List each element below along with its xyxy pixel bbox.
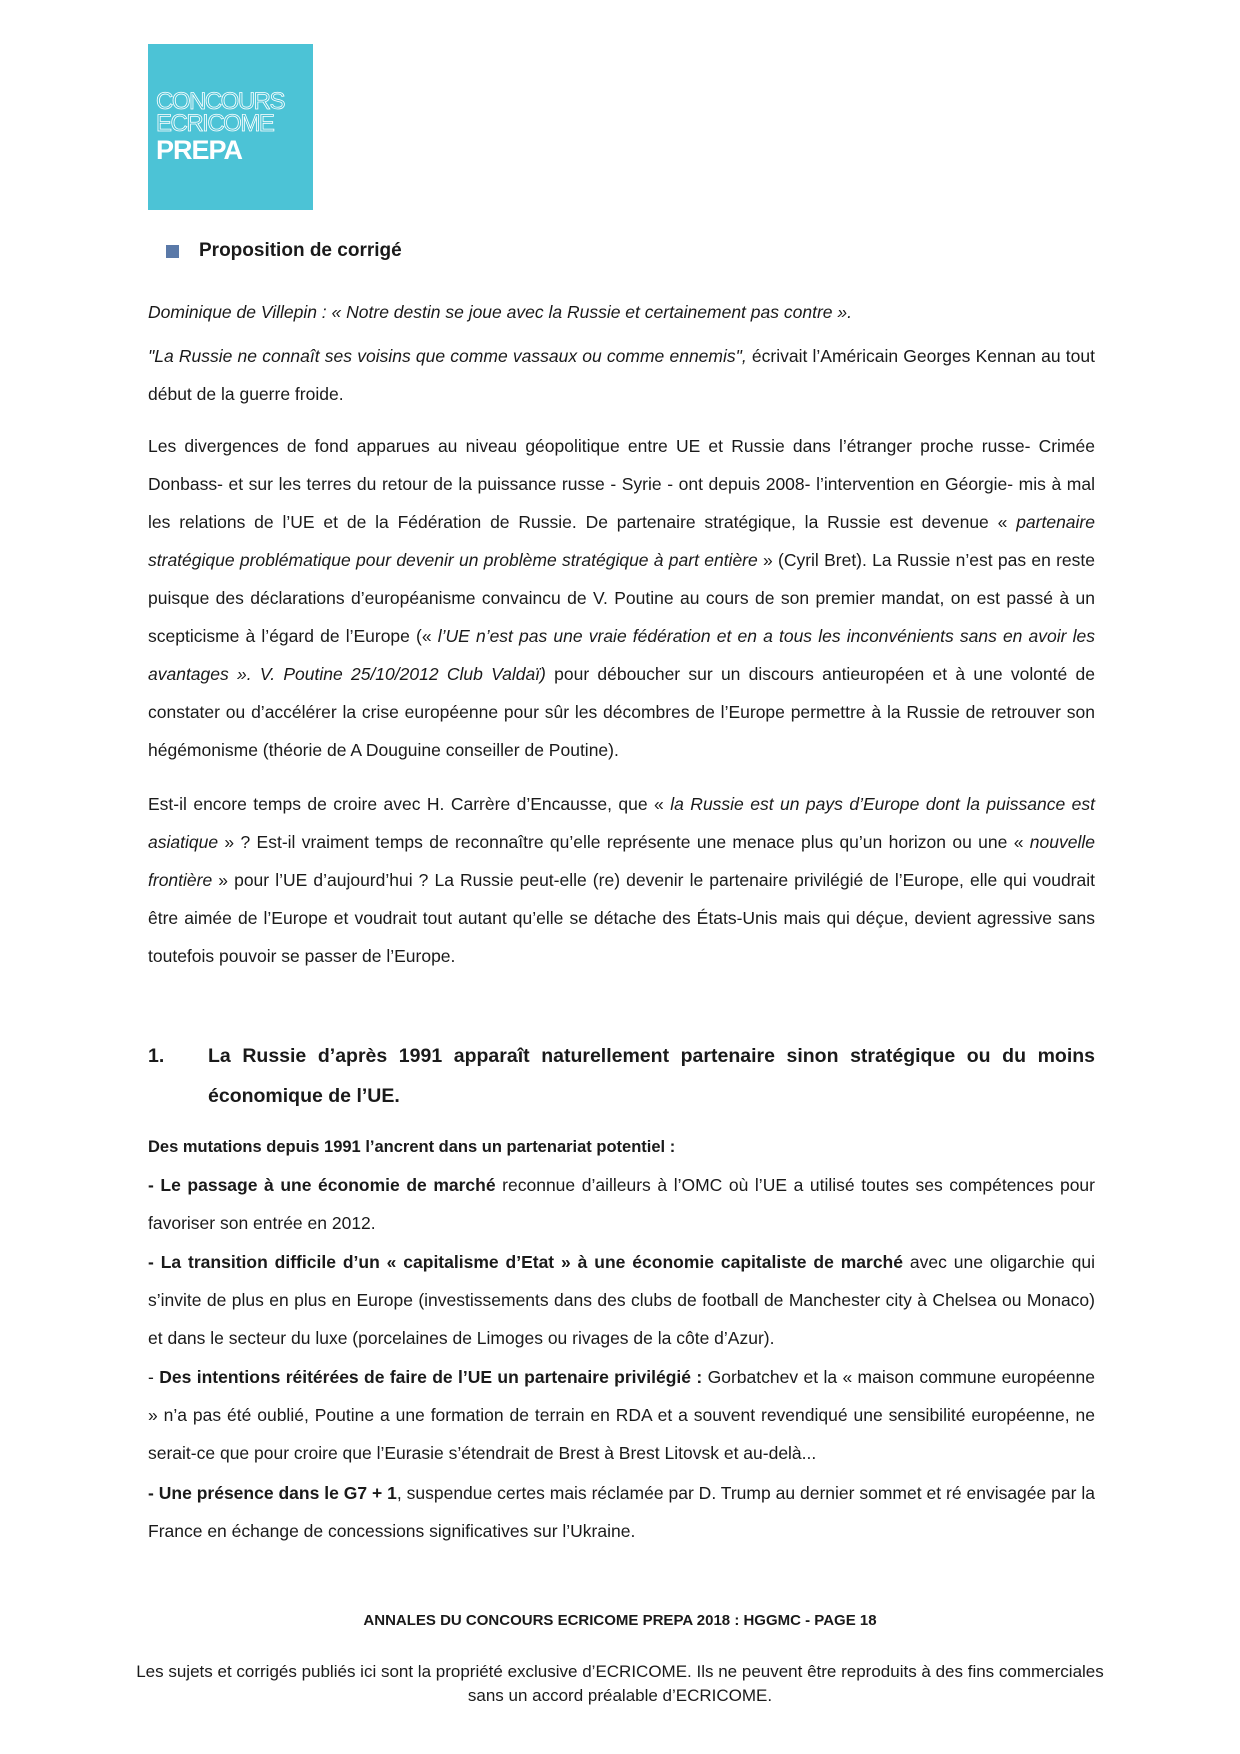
list-item bbox=[148, 1243, 1095, 1357]
item-text: Gorbatchev et la « maison commune européenne » n’a pas été oublié, Poutine a une formation de terrain en RDA et a souvent revendiqué une sensibilité européenne, ne serait-ce que pour croire que l’Eurasie s’étendrait de Brest à Brest Litovsk et au-delà... bbox=[148, 1367, 1095, 1463]
quote2-italic: "La Russie ne connaît ses voisins que comme vassaux ou comme ennemis", bbox=[148, 346, 747, 366]
intro-paragraph-1 bbox=[148, 427, 1095, 769]
section-1-title bbox=[148, 1036, 1095, 1116]
item-bold: - Le passage à une économie de marché bbox=[148, 1175, 496, 1195]
footer-copyright bbox=[0, 1660, 1240, 1708]
p1-b: partenaire stratégique problématique pour devenir un problème stratégique à part entière bbox=[148, 512, 1095, 570]
p2-a: Est-il encore temps de croire avec H. Carrère d’Encausse, que « bbox=[148, 794, 671, 814]
footer-copyright-text: Les sujets et corrigés publiés ici sont la propriété exclusive d’ECRICOME. Ils ne peuvent être reproduits à des fins commerciales sans un accord préalable d’ECRICOME. bbox=[136, 1662, 1104, 1705]
item-bold: - Une présence dans le G7 + 1 bbox=[148, 1483, 397, 1503]
item-text: avec une oligarchie qui s’invite de plus en plus en Europe (investissements dans des clubs de football de Manchester city à Chelsea ou Monaco) et dans le secteur du luxe (porcelaines de Limoges ou rivages de la côte d’Azur). bbox=[148, 1252, 1096, 1348]
list-item bbox=[148, 1166, 1095, 1242]
quote1-text: Dominique de Villepin : « Notre destin se joue avec la Russie et certainement pas contre ». bbox=[148, 302, 852, 322]
section-heading bbox=[148, 232, 402, 270]
item-text: reconnue d’ailleurs à l’OMC où l’UE a utilisé toutes ses compétences pour favoriser son entrée en 2012. bbox=[148, 1175, 1095, 1233]
quote2-rest: écrivait l’Américain Georges Kennan au tout début de la guerre froide. bbox=[148, 346, 1095, 404]
heading-square-icon bbox=[166, 245, 179, 258]
ecricome-logo bbox=[148, 44, 313, 210]
p2-d: nouvelle frontière bbox=[148, 832, 1095, 890]
logo-line-concours: CONCOURS bbox=[156, 88, 285, 115]
p1-d: l’UE n’est pas une vraie fédération et en a tous les inconvénients sans en avoir les avantages ». V. Poutine 25/10/2012 Club Valdaï) bbox=[148, 626, 1095, 684]
logo-line-ecricome: ECRICOME bbox=[156, 110, 274, 137]
p2-b: la Russie est un pays d’Europe dont la puissance est asiatique bbox=[148, 794, 1096, 852]
item-text: , suspendue certes mais réclamée par D. Trump au dernier sommet et ré envisagée par la France en échange de concessions significatives sur l’Ukraine. bbox=[148, 1483, 1095, 1541]
footer-page-label: ANNALES DU CONCOURS ECRICOME PREPA 2018 : HGGMC - PAGE 18 bbox=[363, 1612, 877, 1629]
section-subtitle: Des mutations depuis 1991 l’ancrent dans un partenariat potentiel : bbox=[148, 1138, 676, 1156]
list-item bbox=[148, 1358, 1095, 1472]
list-item bbox=[148, 1474, 1095, 1550]
item-bold: - La transition difficile d’un « capitalisme d’Etat » à une économie capitaliste de marché bbox=[148, 1252, 903, 1272]
item-bold: Des intentions réitérées de faire de l’UE un partenaire privilégié : bbox=[159, 1367, 703, 1387]
p2-c: » ? Est-il vraiment temps de reconnaître qu’elle représente une menace plus qu’un horizon ou une « bbox=[218, 832, 1030, 852]
item-prefix: - bbox=[148, 1367, 160, 1387]
p1-a: Les divergences de fond apparues au niveau géopolitique entre UE et Russie dans l’étranger proche russe- Crimée Donbass- et sur les terres du retour de la puissance russe - Syrie - ont depuis 2008- l’intervention en Géorgie- mis à mal les relations de l’UE et de la Fédération de Russie. De partenaire stratégique, la Russie est devenue « bbox=[148, 436, 1095, 532]
p1-e: pour déboucher sur un discours antieuropéen et à une volonté de constater ou d’accélérer la crise européenne pour sûr les décombres de l’Europe permettre à la Russie de retrouver son hégémonisme (théorie de A Douguine conseiller de Poutine). bbox=[148, 664, 1095, 760]
logo-line-prepa: PREPA bbox=[156, 135, 243, 165]
villepin-quote bbox=[148, 293, 1095, 331]
kennan-quote bbox=[148, 337, 1095, 413]
p2-e: » pour l’UE d’aujourd’hui ? La Russie peut-elle (re) devenir le partenaire privilégié de l’Europe, elle qui voudrait être aimée de l’Europe et voudrait tout autant qu’elle se détache des États-Unis mais qui déçue, devient agressive sans toutefois pouvoir se passer de l’Europe. bbox=[148, 870, 1095, 966]
intro-paragraph-2 bbox=[148, 785, 1095, 975]
p1-c: » (Cyril Bret). La Russie n’est pas en reste puisque des déclarations d’européanisme convaincu de V. Poutine au cours de son premier mandat, on est passé à un scepticisme à l’égard de l’Europe (« bbox=[148, 550, 1095, 646]
section-title-text: La Russie d’après 1991 apparaît naturellement partenaire sinon stratégique ou du moins économique de l’UE. bbox=[208, 1045, 1095, 1107]
heading-text: Proposition de corrigé bbox=[199, 240, 402, 261]
section-number: 1. bbox=[148, 1045, 165, 1067]
